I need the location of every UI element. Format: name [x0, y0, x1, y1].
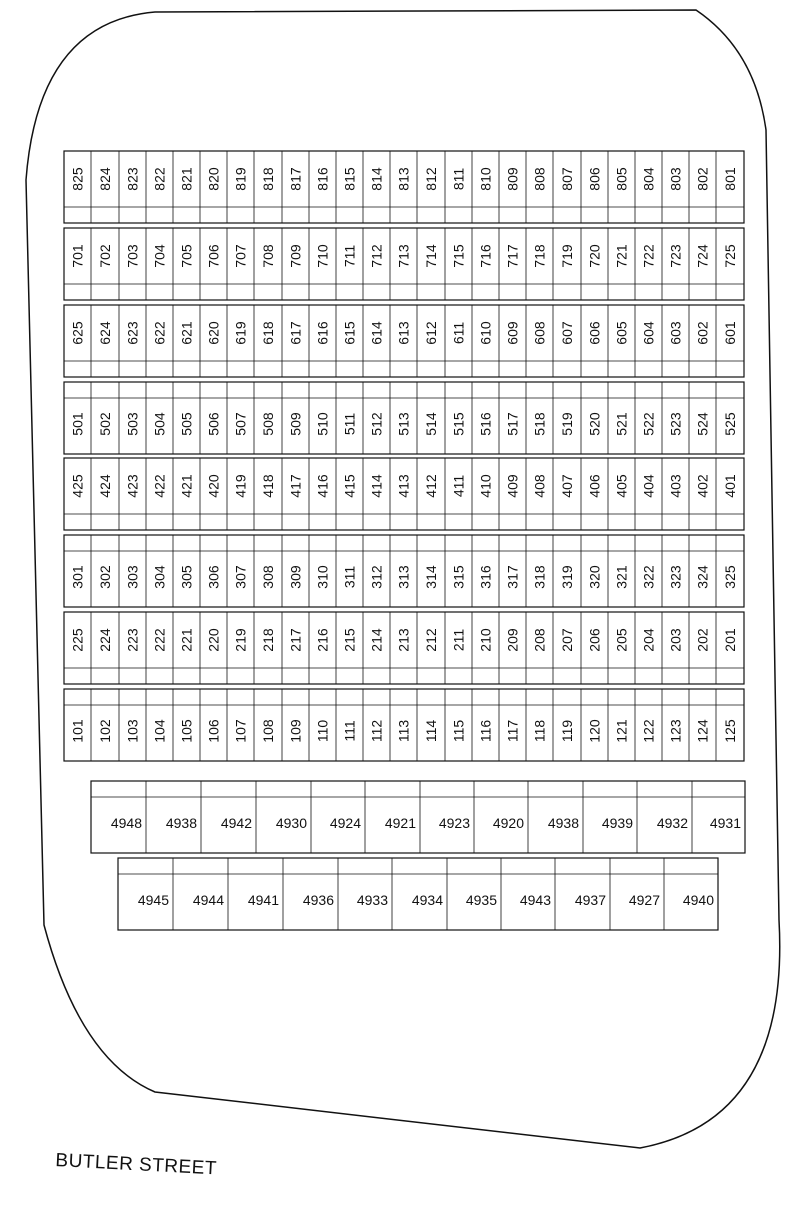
plot-label[interactable]: 722 — [640, 244, 657, 268]
plot-label[interactable]: 210 — [477, 628, 494, 652]
plot-label[interactable]: 721 — [613, 244, 630, 268]
plot-label[interactable]: 802 — [694, 167, 711, 191]
plot-label[interactable]: 112 — [368, 719, 385, 743]
plot-label[interactable]: 418 — [260, 474, 276, 498]
plot-label[interactable]: 705 — [178, 244, 195, 268]
plot-rows — [64, 151, 745, 930]
plot-label[interactable]: 206 — [586, 628, 603, 652]
plot-label[interactable]: 216 — [314, 628, 331, 652]
plot-label[interactable]: 4936 — [302, 892, 334, 908]
plot-label[interactable]: 103 — [124, 719, 141, 743]
plot-label[interactable]: 120 — [586, 719, 603, 743]
plot-label[interactable]: 610 — [477, 321, 494, 345]
plot-label[interactable]: 519 — [559, 412, 575, 436]
plot-label[interactable]: 703 — [124, 244, 141, 268]
plot-label[interactable]: 224 — [97, 628, 113, 652]
plot-label[interactable]: 621 — [178, 321, 195, 345]
plot-label[interactable]: 607 — [559, 321, 575, 345]
plot-label[interactable]: 207 — [559, 628, 575, 652]
plot-label[interactable]: 425 — [69, 474, 86, 498]
plot-label[interactable]: 106 — [205, 719, 222, 743]
plot-label[interactable]: 412 — [423, 474, 439, 498]
plot-label[interactable]: 306 — [205, 565, 222, 589]
plot-label[interactable]: 421 — [178, 474, 195, 498]
plot-label[interactable]: 325 — [722, 565, 738, 589]
plot-label[interactable]: 201 — [722, 628, 738, 652]
plot-label[interactable]: 715 — [450, 244, 467, 268]
plot-label[interactable]: 414 — [368, 474, 385, 498]
plot-label[interactable]: 502 — [97, 412, 113, 436]
plot-label[interactable]: 823 — [124, 167, 141, 191]
row-500 — [64, 382, 744, 454]
row-200 — [64, 612, 744, 684]
plot-label[interactable]: 4931 — [709, 815, 741, 831]
plot-label[interactable]: 719 — [559, 244, 575, 268]
plot-label[interactable]: 822 — [151, 167, 168, 191]
plot-label[interactable]: 710 — [314, 244, 331, 268]
plot-label[interactable]: 613 — [395, 321, 412, 345]
plot-label[interactable]: 314 — [423, 565, 439, 589]
row-300 — [64, 535, 744, 607]
plot-label[interactable]: 803 — [667, 167, 684, 191]
plot-label[interactable]: 606 — [586, 321, 603, 345]
street-label: BUTLER STREET — [54, 1150, 218, 1180]
plot-label[interactable]: 222 — [151, 628, 168, 652]
plot-label[interactable]: 4942 — [220, 815, 252, 831]
plot-label[interactable]: 603 — [667, 321, 684, 345]
plot-label[interactable]: 315 — [450, 565, 467, 589]
plot-label[interactable]: 118 — [531, 719, 548, 743]
plot-label[interactable]: 825 — [69, 167, 86, 191]
plot-label[interactable]: 209 — [504, 628, 521, 652]
plot-label[interactable]: 223 — [124, 628, 141, 652]
plot-label[interactable]: 423 — [124, 474, 141, 498]
plot-label[interactable]: 821 — [178, 167, 195, 191]
plot-label[interactable]: 618 — [260, 321, 276, 345]
plot-label[interactable]: 725 — [722, 244, 738, 268]
plot-label[interactable]: 620 — [205, 321, 222, 345]
plot-label[interactable]: 4945 — [137, 892, 169, 908]
plot-label[interactable]: 512 — [368, 412, 385, 436]
plot-label[interactable]: 718 — [531, 244, 548, 268]
plot-label[interactable]: 4937 — [574, 892, 606, 908]
plot-label[interactable]: 322 — [640, 565, 657, 589]
plot-label[interactable]: 504 — [151, 412, 168, 436]
plot-label[interactable]: 419 — [232, 474, 249, 498]
plot-label[interactable]: 815 — [341, 167, 358, 191]
plot-label[interactable]: 819 — [232, 167, 249, 191]
plot-label[interactable]: 115 — [450, 719, 467, 743]
plot-label[interactable]: 108 — [260, 719, 276, 743]
plot-label[interactable]: 219 — [232, 628, 249, 652]
plot-label[interactable]: 608 — [531, 321, 548, 345]
plot-label[interactable]: 102 — [97, 719, 113, 743]
plot-label[interactable]: 4927 — [628, 892, 660, 908]
plot-label[interactable]: 125 — [722, 719, 738, 743]
plot-label[interactable]: 217 — [287, 628, 304, 652]
plot-label[interactable]: 711 — [341, 244, 358, 268]
plot-label[interactable]: 4920 — [492, 815, 524, 831]
plot-label[interactable]: 724 — [694, 244, 711, 268]
row-800 — [64, 151, 744, 223]
plot-label[interactable]: 308 — [260, 565, 276, 589]
plot-label[interactable]: 804 — [640, 167, 657, 191]
plot-label[interactable]: 609 — [504, 321, 521, 345]
plot-label[interactable]: 312 — [368, 565, 385, 589]
row-100 — [64, 689, 744, 761]
plot-label[interactable]: 811 — [450, 167, 467, 191]
plot-label[interactable]: 801 — [722, 167, 738, 191]
plot-label[interactable]: 513 — [395, 412, 412, 436]
plot-label[interactable]: 415 — [341, 474, 358, 498]
plot-label[interactable]: 417 — [287, 474, 304, 498]
plot-label[interactable]: 303 — [124, 565, 141, 589]
plot-label[interactable]: 302 — [97, 565, 113, 589]
plot-label[interactable]: 507 — [232, 412, 249, 436]
plot-label[interactable]: 4933 — [356, 892, 388, 908]
plot-label[interactable]: 310 — [314, 565, 331, 589]
plot-label[interactable]: 812 — [423, 167, 439, 191]
plot-label[interactable]: 524 — [694, 412, 711, 436]
plot-label[interactable]: 814 — [368, 167, 385, 191]
plot-label[interactable]: 404 — [640, 474, 657, 498]
plot-label[interactable]: 816 — [314, 167, 331, 191]
plot-label[interactable]: 225 — [69, 628, 86, 652]
plot-label[interactable]: 813 — [395, 167, 412, 191]
plot-label[interactable]: 316 — [477, 565, 494, 589]
plot-label[interactable]: 4930 — [275, 815, 307, 831]
plot-label[interactable]: 204 — [640, 628, 657, 652]
plot-label[interactable]: 317 — [504, 565, 521, 589]
plot-label[interactable]: 304 — [151, 565, 168, 589]
plot-label[interactable]: 416 — [314, 474, 331, 498]
plot-label[interactable]: 408 — [531, 474, 548, 498]
plot-label[interactable]: 305 — [178, 565, 195, 589]
plot-label[interactable]: 515 — [450, 412, 467, 436]
plot-label[interactable]: 601 — [722, 321, 738, 345]
plot-label[interactable]: 4924 — [329, 815, 361, 831]
row-400 — [64, 458, 744, 530]
plot-label[interactable]: 501 — [69, 412, 86, 436]
plot-label[interactable]: 4932 — [656, 815, 688, 831]
plot-label[interactable]: 319 — [559, 565, 575, 589]
plot-label[interactable]: 706 — [205, 244, 222, 268]
plot-label[interactable]: 123 — [667, 719, 684, 743]
plot-label[interactable]: 311 — [341, 565, 358, 589]
plot-label[interactable]: 525 — [722, 412, 738, 436]
plot-label[interactable]: 101 — [69, 719, 86, 743]
plot-label[interactable]: 420 — [205, 474, 222, 498]
plot-label[interactable]: 704 — [151, 244, 168, 268]
plot-label[interactable]: 820 — [205, 167, 222, 191]
plot-label[interactable]: 612 — [423, 321, 439, 345]
row-4900-b — [118, 858, 718, 930]
plot-label[interactable]: 208 — [531, 628, 548, 652]
plot-label[interactable]: 805 — [613, 167, 630, 191]
plot-label[interactable]: 407 — [559, 474, 575, 498]
plot-label[interactable]: 313 — [395, 565, 412, 589]
plot-label[interactable]: 707 — [232, 244, 249, 268]
plot-label[interactable]: 824 — [97, 167, 113, 191]
plot-label[interactable]: 4935 — [465, 892, 497, 908]
plot-label[interactable]: 113 — [395, 719, 412, 743]
plot-label[interactable]: 4941 — [247, 892, 279, 908]
plot-label[interactable]: 611 — [450, 321, 467, 345]
plot-label[interactable]: 817 — [287, 167, 304, 191]
plot-label[interactable]: 323 — [667, 565, 684, 589]
plot-label[interactable]: 615 — [341, 321, 358, 345]
plot-label[interactable]: 422 — [151, 474, 168, 498]
plot-label[interactable]: 114 — [423, 719, 439, 743]
plot-label[interactable]: 205 — [613, 628, 630, 652]
plot-label[interactable]: 505 — [178, 412, 195, 436]
plot-label[interactable]: 221 — [178, 628, 195, 652]
plot-label[interactable]: 508 — [260, 412, 276, 436]
plot-label[interactable]: 410 — [477, 474, 494, 498]
plot-label[interactable]: 520 — [586, 412, 603, 436]
plot-label[interactable]: 403 — [667, 474, 684, 498]
plot-label[interactable]: 212 — [423, 628, 439, 652]
plot-label[interactable]: 701 — [69, 244, 86, 268]
plot-label[interactable]: 617 — [287, 321, 304, 345]
plot-label[interactable]: 104 — [151, 719, 168, 743]
plot-label[interactable]: 203 — [667, 628, 684, 652]
plot-label[interactable]: 810 — [477, 167, 494, 191]
plot-label[interactable]: 411 — [450, 474, 467, 498]
plot-label[interactable]: 4940 — [682, 892, 714, 908]
plot-label[interactable]: 517 — [504, 412, 521, 436]
plot-label[interactable]: 307 — [232, 565, 249, 589]
plot-label[interactable]: 413 — [395, 474, 412, 498]
plot-label[interactable]: 220 — [205, 628, 222, 652]
plot-label[interactable]: 318 — [531, 565, 548, 589]
plot-label[interactable]: 818 — [260, 167, 276, 191]
plot-label[interactable]: 105 — [178, 719, 195, 743]
plot-label[interactable]: 202 — [694, 628, 711, 652]
plot-label[interactable]: 614 — [368, 321, 385, 345]
plot-label[interactable]: 522 — [640, 412, 657, 436]
plot-label[interactable]: 4938 — [165, 815, 197, 831]
plot-label[interactable]: 117 — [504, 719, 521, 743]
plot-label[interactable]: 119 — [559, 719, 575, 743]
plot-label[interactable]: 110 — [314, 719, 331, 743]
plot-label[interactable]: 807 — [559, 167, 575, 191]
plot-label[interactable]: 4944 — [192, 892, 224, 908]
plot-label[interactable]: 709 — [287, 244, 304, 268]
plot-label[interactable]: 511 — [341, 412, 358, 436]
plot-label[interactable]: 402 — [694, 474, 711, 498]
plot-label[interactable]: 625 — [69, 321, 86, 345]
plot-label[interactable]: 424 — [97, 474, 113, 498]
plot-label[interactable]: 309 — [287, 565, 304, 589]
plot-label[interactable]: 708 — [260, 244, 276, 268]
plot-label[interactable]: 4943 — [519, 892, 551, 908]
plot-label[interactable]: 723 — [667, 244, 684, 268]
plot-label[interactable]: 619 — [232, 321, 249, 345]
plot-label[interactable]: 714 — [423, 244, 439, 268]
plot-label[interactable]: 702 — [97, 244, 113, 268]
plot-label[interactable]: 122 — [640, 719, 657, 743]
plot-label[interactable]: 514 — [423, 412, 439, 436]
plot-label[interactable]: 516 — [477, 412, 494, 436]
plot-label[interactable]: 521 — [613, 412, 630, 436]
plot-label[interactable]: 523 — [667, 412, 684, 436]
plot-label[interactable]: 720 — [586, 244, 603, 268]
plot-label[interactable]: 4939 — [601, 815, 633, 831]
plot-label[interactable]: 121 — [613, 719, 630, 743]
plot-label[interactable]: 4923 — [438, 815, 470, 831]
plot-label[interactable]: 623 — [124, 321, 141, 345]
plot-label[interactable]: 124 — [694, 719, 711, 743]
plot-label[interactable]: 109 — [287, 719, 304, 743]
plot-label[interactable]: 605 — [613, 321, 630, 345]
plot-label[interactable]: 604 — [640, 321, 657, 345]
plot-label[interactable]: 321 — [613, 565, 630, 589]
plot-label[interactable]: 4948 — [110, 815, 142, 831]
plot-label[interactable]: 624 — [97, 321, 113, 345]
plot-label[interactable]: 111 — [341, 720, 358, 742]
plot-label[interactable]: 4934 — [411, 892, 443, 908]
plot-label[interactable]: 211 — [450, 628, 467, 652]
plot-label[interactable]: 213 — [395, 628, 412, 652]
row-700 — [64, 228, 744, 300]
plot-label[interactable]: 713 — [395, 244, 412, 268]
plot-label[interactable]: 503 — [124, 412, 141, 436]
plot-label[interactable]: 324 — [694, 565, 711, 589]
plot-label[interactable]: 509 — [287, 412, 304, 436]
plot-label[interactable]: 716 — [477, 244, 494, 268]
plot-label[interactable]: 717 — [504, 244, 521, 268]
plot-label[interactable]: 215 — [341, 628, 358, 652]
plot-label[interactable]: 806 — [586, 167, 603, 191]
row-4900-a — [91, 781, 745, 853]
plot-label[interactable]: 622 — [151, 321, 168, 345]
plot-label[interactable]: 406 — [586, 474, 603, 498]
plot-label[interactable]: 712 — [368, 244, 385, 268]
plot-label[interactable]: 320 — [586, 565, 603, 589]
plot-label[interactable]: 809 — [504, 167, 521, 191]
plot-label[interactable]: 4921 — [384, 815, 416, 831]
plot-label[interactable]: 518 — [531, 412, 548, 436]
plot-label[interactable]: 401 — [722, 474, 738, 498]
plot-label[interactable]: 616 — [314, 321, 331, 345]
plot-label[interactable]: 409 — [504, 474, 521, 498]
plot-label[interactable]: 4938 — [547, 815, 579, 831]
plot-label[interactable]: 405 — [613, 474, 630, 498]
plot-label[interactable]: 301 — [69, 565, 86, 589]
plot-label[interactable]: 116 — [477, 719, 494, 743]
plot-label[interactable]: 214 — [368, 628, 385, 652]
plot-label[interactable]: 808 — [531, 167, 548, 191]
plot-label[interactable]: 602 — [694, 321, 711, 345]
plot-label[interactable]: 107 — [232, 719, 249, 743]
plot-label[interactable]: 510 — [314, 412, 331, 436]
plot-label[interactable]: 218 — [260, 628, 276, 652]
plot-label[interactable]: 506 — [205, 412, 222, 436]
row-600 — [64, 305, 744, 377]
